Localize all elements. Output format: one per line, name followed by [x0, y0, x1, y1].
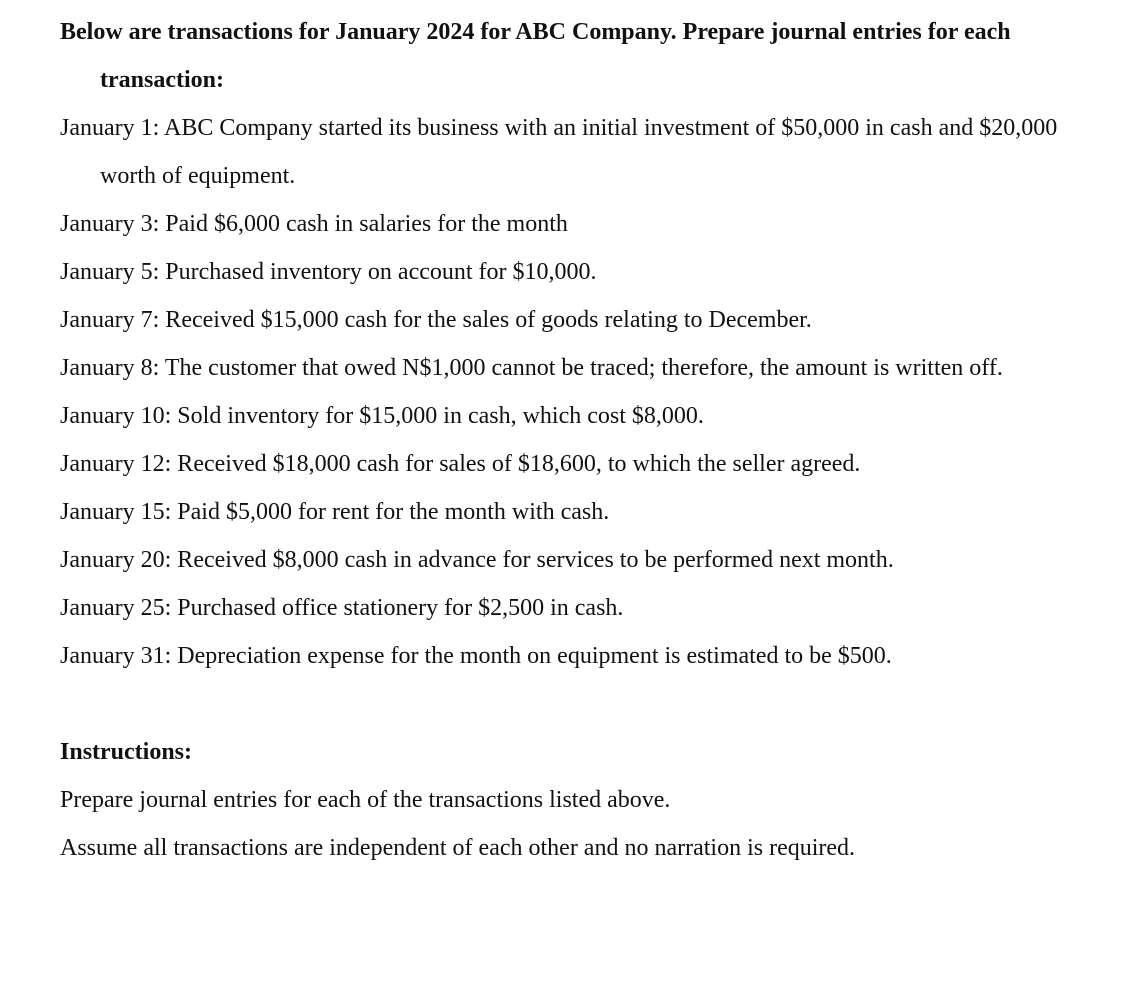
instructions-title: Instructions:	[60, 739, 193, 765]
document-body	[60, 8, 1070, 872]
transaction-list	[60, 104, 1070, 680]
instruction-line: Prepare journal entries for each of the transactions listed above.	[60, 787, 671, 813]
transaction-item: January 15: Paid $5,000 for rent for the month with cash.	[60, 499, 610, 525]
section-spacer	[60, 680, 1070, 728]
intro-heading: Below are transactions for January 2024 for ABC Company. Prepare journal entries for each transaction:	[60, 19, 1011, 93]
transaction-item: January 5: Purchased inventory on account for $10,000.	[60, 259, 597, 285]
transaction-item: January 20: Received $8,000 cash in advance for services to be performed next month.	[60, 547, 894, 573]
transaction-item: January 12: Received $18,000 cash for sales of $18,600, to which the seller agreed.	[60, 451, 861, 477]
transaction-item: January 1: ABC Company started its business with an initial investment of $50,000 in cash and $20,000 worth of equipment.	[60, 115, 1058, 189]
instructions-section	[60, 728, 1070, 872]
instruction-line: Assume all transactions are independent of each other and no narration is required.	[60, 835, 856, 861]
transaction-item: January 31: Depreciation expense for the month on equipment is estimated to be $500.	[60, 643, 892, 669]
transaction-item: January 7: Received $15,000 cash for the sales of goods relating to December.	[60, 307, 812, 333]
transaction-item: January 3: Paid $6,000 cash in salaries for the month	[60, 211, 568, 237]
transaction-item: January 25: Purchased office stationery for $2,500 in cash.	[60, 595, 624, 621]
transaction-item: January 10: Sold inventory for $15,000 in cash, which cost $8,000.	[60, 403, 704, 429]
transaction-item: January 8: The customer that owed N$1,000 cannot be traced; therefore, the amount is written off.	[60, 355, 1003, 381]
